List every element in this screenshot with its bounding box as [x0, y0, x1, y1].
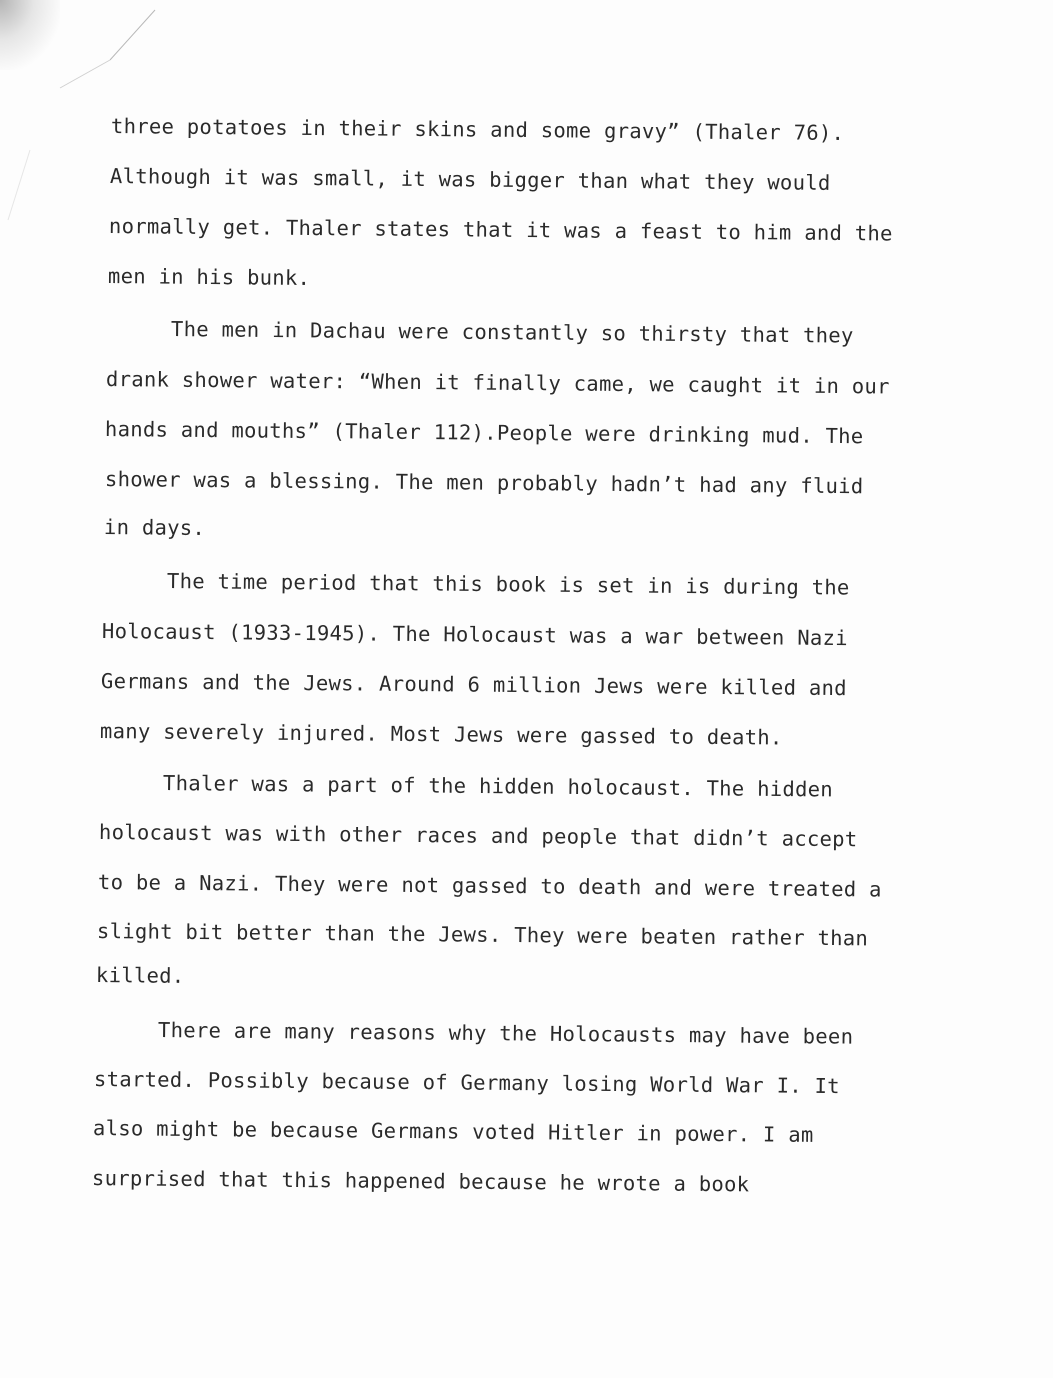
text-line-20: started. Possibly because of Germany losing World War I. It — [93, 1067, 840, 1099]
text-line-17: slight bit better than the Jews. They were beaten rather than — [96, 919, 869, 951]
text-line-5: The men in Dachau were constantly so thirsty that they — [170, 317, 854, 348]
text-line-8: shower was a blessing. The men probably hadn’t had any fluid — [104, 467, 864, 499]
text-line-14: Thaler was a part of the hidden holocaust. The hidden — [162, 771, 834, 802]
text-line-2: Although it was small, it was bigger than what they would — [109, 164, 831, 195]
text-line-11: Holocaust (1933-1945). The Holocaust was a war between Nazi — [101, 619, 848, 651]
text-line-22: surprised that this happened because he wrote a book — [91, 1166, 750, 1197]
text-line-15: holocaust was with other races and people that didn’t accept — [98, 820, 858, 852]
text-line-21: also might be because Germans voted Hitler in power. I am — [92, 1116, 814, 1147]
text-line-19: There are many reasons why the Holocausts may have been — [157, 1018, 854, 1049]
text-line-1: three potatoes in their skins and some gravy” (Thaler 76). — [110, 114, 845, 146]
text-line-3: normally get. Thaler states that it was a feast to him and the — [108, 214, 893, 246]
text-line-10: The time period that this book is set in is during the — [166, 569, 850, 600]
text-line-12: Germans and the Jews. Around 6 million Jews were killed and — [100, 669, 847, 701]
text-line-18: killed. — [95, 963, 185, 988]
text-line-9: in days. — [103, 515, 206, 540]
text-line-4: men in his bunk. — [107, 264, 311, 290]
text-line-16: to be a Nazi. They were not gassed to death and were treated a — [97, 870, 882, 902]
text-line-7: hands and mouths” (Thaler 112).People were drinking mud. The — [104, 417, 864, 449]
text-line-13: many severely injured. Most Jews were gassed to death. — [99, 719, 783, 750]
text-line-6: drank shower water: “When it finally came, we caught it in our — [105, 367, 890, 399]
